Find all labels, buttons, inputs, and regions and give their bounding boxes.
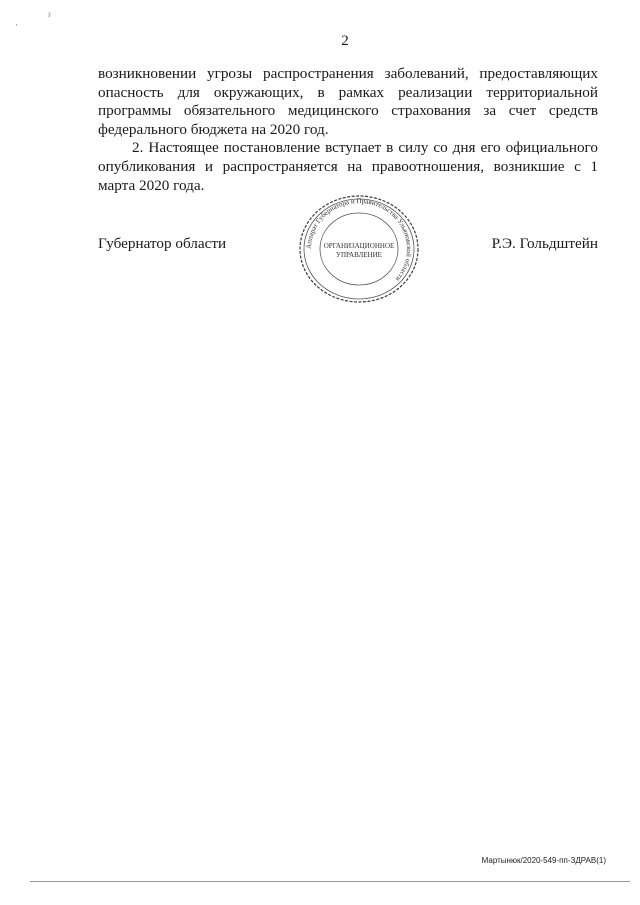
document-code: Мартынюк/2020-549-пп-ЗДРАВ(1) — [481, 856, 606, 865]
footer-divider — [30, 881, 630, 882]
document-body — [98, 65, 598, 195]
scan-speck: ˀ — [48, 12, 51, 23]
paragraph-2: 2. Настоящее постановление вступает в силу со дня его официального опубликования и распространяется на правоотношения, возникшие с 1 марта 2020 года. — [98, 139, 598, 194]
seal-center-line-2: УПРАВЛЕНИЕ — [336, 251, 382, 259]
page-number: 2 — [341, 33, 349, 49]
signatory-name: Р.Э. Гольдштейн — [491, 235, 598, 252]
official-seal — [296, 193, 422, 305]
seal-ring-text: Аппарат Губернатора и Правительства Ульяновской области — [304, 196, 414, 283]
signatory-position: Губернатор области — [98, 235, 227, 252]
paragraph-continuation: возникновении угрозы распространения заболеваний, предоставляющих опасность для окружающих, в рамках реализации территориальной программы обязательного медицинского страхования за счет средств федерального бюджета на 2020 год. — [98, 65, 598, 138]
seal-center-line-1: ОРГАНИЗАЦИОННОЕ — [323, 242, 395, 250]
scan-speck: ˌ — [15, 15, 19, 26]
